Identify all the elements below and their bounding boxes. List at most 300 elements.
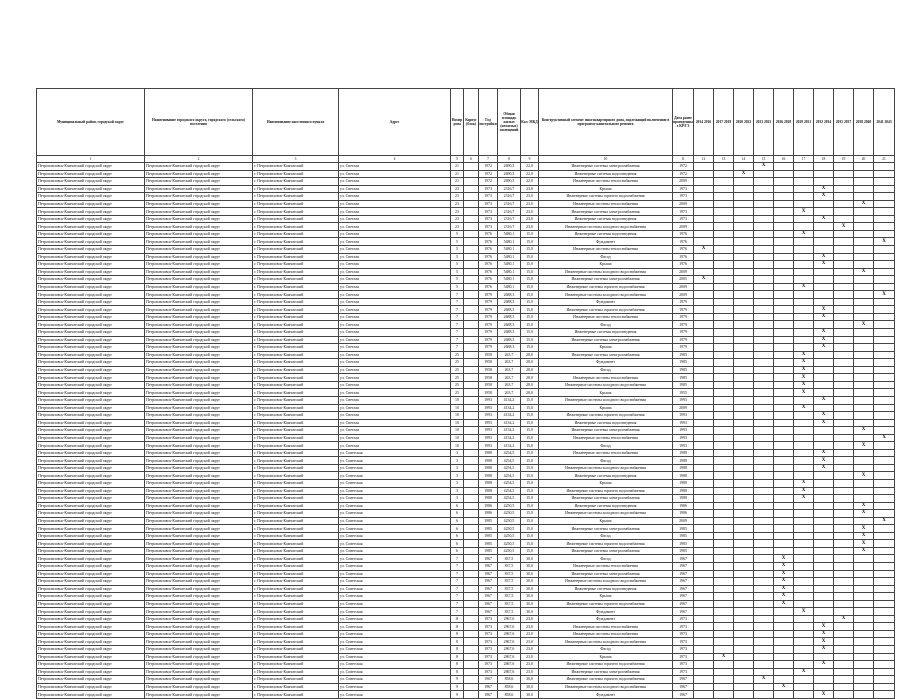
settlement-cell: Петропавловск-Камчатский городской округ — [145, 457, 253, 465]
period-cell — [734, 479, 754, 487]
period-cell — [794, 238, 814, 246]
repair-program-table — [36, 88, 895, 699]
period-mark: X — [794, 495, 814, 503]
period-cell — [834, 238, 854, 246]
area-cell: 2316,7 — [498, 215, 521, 223]
house-cell: 5 — [451, 261, 464, 269]
locality-cell: г. Петропавловск-Камчатский — [253, 253, 339, 261]
element-cell: Инженерные системы горячего водоснабжения — [539, 540, 673, 548]
table-row — [37, 200, 895, 208]
table-row — [37, 487, 895, 495]
locality-cell: г. Петропавловск-Камчатский — [253, 442, 339, 450]
year-cell: 1973 — [479, 200, 498, 208]
period-cell — [874, 283, 895, 291]
period-cell — [874, 366, 895, 374]
prior-repair-cell: 1967 — [673, 600, 694, 608]
street-cell: ул. Светлая — [339, 434, 451, 442]
period-cell — [874, 585, 895, 593]
element-cell: Инженерные системы водоотведения — [539, 329, 673, 337]
period-cell — [814, 238, 834, 246]
period-cell — [714, 487, 734, 495]
house-cell: 25 — [451, 389, 464, 397]
period-cell — [734, 291, 754, 299]
table-row — [37, 396, 895, 404]
year-cell: 1973 — [479, 630, 498, 638]
street-cell: ул. Светлая — [339, 185, 451, 193]
element-cell: Фасад — [539, 457, 673, 465]
period-cell — [734, 246, 754, 254]
period-cell — [754, 434, 774, 442]
period-cell — [834, 261, 854, 269]
settlement-cell: Петропавловск-Камчатский городской округ — [145, 683, 253, 691]
period-cell — [774, 381, 794, 389]
street-cell: ул. Советская — [339, 479, 451, 487]
period-cell — [694, 547, 714, 555]
year-cell: 1973 — [479, 646, 498, 654]
street-cell: ул. Светлая — [339, 344, 451, 352]
street-cell: ул. Советская — [339, 578, 451, 586]
column-header: Адрес — [339, 89, 451, 156]
period-cell — [834, 200, 854, 208]
house-cell: 7 — [451, 298, 464, 306]
district-cell: Петропавловск-Камчатский городской округ — [37, 178, 145, 186]
locality-cell: г. Петропавловск-Камчатский — [253, 313, 339, 321]
prior-repair-cell: 2009 — [673, 268, 694, 276]
street-cell: ул. Светлая — [339, 215, 451, 223]
prior-repair-cell: 1973 — [673, 615, 694, 623]
period-cell — [854, 238, 874, 246]
column-number: 2 — [145, 156, 253, 163]
district-cell: Петропавловск-Камчатский городской округ — [37, 495, 145, 503]
table-row — [37, 170, 895, 178]
element-cell: Фундамент — [539, 615, 673, 623]
column-header: 2020 2022 — [734, 89, 754, 156]
period-cell — [854, 464, 874, 472]
period-cell — [794, 578, 814, 586]
period-cell — [734, 615, 754, 623]
period-cell — [834, 253, 854, 261]
block-cell — [464, 608, 479, 616]
year-cell: 1967 — [479, 593, 498, 601]
street-cell: ул. Советская — [339, 585, 451, 593]
table-row — [37, 313, 895, 321]
period-cell — [834, 434, 854, 442]
period-cell — [694, 381, 714, 389]
period-cell — [754, 495, 774, 503]
table-row — [37, 427, 895, 435]
element-cell: Инженерные системы теплоснабжения — [539, 623, 673, 631]
prior-repair-cell: 1972 — [673, 170, 694, 178]
year-cell: 1976 — [479, 276, 498, 284]
period-cell — [794, 427, 814, 435]
period-cell — [814, 562, 834, 570]
year-cell: 1976 — [479, 283, 498, 291]
period-cell — [714, 449, 734, 457]
prior-repair-cell: 1988 — [673, 495, 694, 503]
period-cell — [734, 510, 754, 518]
period-cell — [774, 502, 794, 510]
house-cell: 6 — [451, 510, 464, 518]
element-cell: Фундамент — [539, 359, 673, 367]
street-cell: ул. Советская — [339, 525, 451, 533]
block-cell — [464, 472, 479, 480]
period-mark: X — [774, 555, 794, 563]
period-cell — [694, 661, 714, 669]
prior-repair-cell: 1985 — [673, 351, 694, 359]
period-cell — [714, 570, 734, 578]
street-cell: ул. Советская — [339, 464, 451, 472]
count-cell: 15,0 — [521, 298, 539, 306]
period-mark: X — [794, 374, 814, 382]
count-cell: 15,0 — [521, 525, 539, 533]
period-cell — [694, 495, 714, 503]
period-mark: X — [814, 253, 834, 261]
period-cell — [874, 532, 895, 540]
period-cell — [714, 638, 734, 646]
period-cell — [734, 555, 754, 563]
table-row — [37, 366, 895, 374]
period-cell — [794, 653, 814, 661]
period-mark: X — [854, 427, 874, 435]
count-cell: 23,0 — [521, 185, 539, 193]
column-number: 7 — [479, 156, 498, 163]
prior-repair-cell: 1976 — [673, 253, 694, 261]
year-cell: 1967 — [479, 683, 498, 691]
prior-repair-cell: 1988 — [673, 472, 694, 480]
period-cell — [794, 163, 814, 171]
block-cell — [464, 630, 479, 638]
count-cell: 15,0 — [521, 487, 539, 495]
period-cell — [754, 585, 774, 593]
period-cell — [874, 495, 895, 503]
settlement-cell: Петропавловск-Камчатский городской округ — [145, 351, 253, 359]
table-row — [37, 570, 895, 578]
count-cell: 15,0 — [521, 306, 539, 314]
street-cell: ул. Советская — [339, 630, 451, 638]
house-cell: 6 — [451, 540, 464, 548]
locality-cell: г. Петропавловск-Камчатский — [253, 412, 339, 420]
settlement-cell: Петропавловск-Камчатский городской округ — [145, 600, 253, 608]
prior-repair-cell: 1993 — [673, 419, 694, 427]
period-cell — [694, 396, 714, 404]
count-cell: 15,0 — [521, 313, 539, 321]
district-cell: Петропавловск-Камчатский городской округ — [37, 623, 145, 631]
settlement-cell: Петропавловск-Камчатский городской округ — [145, 442, 253, 450]
period-cell — [794, 170, 814, 178]
year-cell: 1985 — [479, 517, 498, 525]
period-cell — [854, 683, 874, 691]
locality-cell: г. Петропавловск-Камчатский — [253, 472, 339, 480]
period-mark: X — [794, 230, 814, 238]
period-mark: X — [814, 691, 834, 699]
period-cell — [774, 283, 794, 291]
prior-repair-cell: 1973 — [673, 208, 694, 216]
year-cell: 1979 — [479, 336, 498, 344]
element-cell: Инженерные системы водоотведения — [539, 585, 673, 593]
table-row — [37, 230, 895, 238]
count-cell: 15,0 — [521, 344, 539, 352]
element-cell: Крыша — [539, 261, 673, 269]
period-cell — [874, 359, 895, 367]
district-cell: Петропавловск-Камчатский городской округ — [37, 238, 145, 246]
period-cell — [774, 291, 794, 299]
area-cell: 2316,7 — [498, 208, 521, 216]
table-row — [37, 510, 895, 518]
column-number: 21 — [874, 156, 895, 163]
district-cell: Петропавловск-Камчатский городской округ — [37, 223, 145, 231]
settlement-cell: Петропавловск-Камчатский городской округ — [145, 532, 253, 540]
settlement-cell: Петропавловск-Камчатский городской округ — [145, 336, 253, 344]
year-cell: 1993 — [479, 427, 498, 435]
period-cell — [754, 389, 774, 397]
period-cell — [754, 653, 774, 661]
period-cell — [794, 276, 814, 284]
period-cell — [694, 502, 714, 510]
house-cell: 23 — [451, 193, 464, 201]
period-cell — [774, 404, 794, 412]
period-cell — [874, 668, 895, 676]
prior-repair-cell: 1979 — [673, 298, 694, 306]
period-cell — [714, 668, 734, 676]
element-cell: Инженерные системы холодного водоснабжения — [539, 381, 673, 389]
period-cell — [774, 193, 794, 201]
period-cell — [714, 623, 734, 631]
period-cell — [754, 291, 774, 299]
element-cell: Инженерные системы электроснабжения — [539, 570, 673, 578]
period-mark: X — [854, 472, 874, 480]
period-mark: X — [814, 396, 834, 404]
house-cell: 8 — [451, 653, 464, 661]
period-cell — [694, 653, 714, 661]
period-cell — [814, 374, 834, 382]
district-cell: Петропавловск-Камчатский городской округ — [37, 374, 145, 382]
period-cell — [854, 291, 874, 299]
period-cell — [774, 646, 794, 654]
period-cell — [854, 344, 874, 352]
period-cell — [694, 351, 714, 359]
element-cell: Инженерные системы теплоснабжения — [539, 200, 673, 208]
period-cell — [714, 434, 734, 442]
period-cell — [814, 298, 834, 306]
element-cell: Инженерные системы электроснабжения — [539, 525, 673, 533]
settlement-cell: Петропавловск-Камчатский городской округ — [145, 585, 253, 593]
period-cell — [754, 457, 774, 465]
street-cell: ул. Светлая — [339, 276, 451, 284]
period-cell — [714, 215, 734, 223]
period-cell — [874, 268, 895, 276]
period-cell — [834, 336, 854, 344]
period-cell — [774, 359, 794, 367]
column-header: Наименование городского округа, городского (сельского) поселения — [145, 89, 253, 156]
column-header: Номер дома — [451, 89, 464, 156]
period-cell — [874, 170, 895, 178]
period-cell — [694, 291, 714, 299]
year-cell: 1967 — [479, 585, 498, 593]
period-cell — [774, 223, 794, 231]
house-cell: 7 — [451, 608, 464, 616]
count-cell: 15,0 — [521, 396, 539, 404]
period-cell — [814, 585, 834, 593]
period-cell — [814, 283, 834, 291]
area-cell: 4254,5 — [498, 479, 521, 487]
column-header: 2029 2031 — [794, 89, 814, 156]
period-cell — [834, 676, 854, 684]
period-cell — [854, 336, 874, 344]
period-cell — [694, 419, 714, 427]
district-cell: Петропавловск-Камчатский городской округ — [37, 555, 145, 563]
area-cell: 4250,5 — [498, 525, 521, 533]
area-cell: 4134,2 — [498, 412, 521, 420]
period-cell — [734, 185, 754, 193]
block-cell — [464, 661, 479, 669]
house-cell: 10 — [451, 396, 464, 404]
area-cell: 5480,1 — [498, 268, 521, 276]
period-cell — [834, 404, 854, 412]
prior-repair-cell: 1985 — [673, 540, 694, 548]
period-cell — [754, 510, 774, 518]
table-row — [37, 630, 895, 638]
street-cell: ул. Светлая — [339, 200, 451, 208]
period-cell — [774, 653, 794, 661]
period-cell — [874, 306, 895, 314]
period-mark: X — [794, 487, 814, 495]
period-cell — [794, 600, 814, 608]
period-cell — [874, 253, 895, 261]
count-cell: 15,0 — [521, 479, 539, 487]
street-cell: ул. Светлая — [339, 396, 451, 404]
table-row — [37, 683, 895, 691]
period-mark: X — [694, 246, 714, 254]
block-cell — [464, 238, 479, 246]
period-mark: X — [854, 532, 874, 540]
period-cell — [734, 238, 754, 246]
period-mark: X — [814, 193, 834, 201]
period-cell — [694, 600, 714, 608]
district-cell: Петропавловск-Камчатский городской округ — [37, 253, 145, 261]
element-cell: Инженерные системы холодного водоснабжения — [539, 578, 673, 586]
period-cell — [794, 464, 814, 472]
period-cell — [834, 427, 854, 435]
settlement-cell: Петропавловск-Камчатский городской округ — [145, 344, 253, 352]
table-row — [37, 193, 895, 201]
element-cell: Инженерные системы теплоснабжения — [539, 562, 673, 570]
settlement-cell: Петропавловск-Камчатский городской округ — [145, 163, 253, 171]
period-cell — [794, 593, 814, 601]
district-cell: Петропавловск-Камчатский городской округ — [37, 487, 145, 495]
period-cell — [734, 487, 754, 495]
period-cell — [714, 336, 734, 344]
period-cell — [754, 668, 774, 676]
block-cell — [464, 479, 479, 487]
period-cell — [814, 479, 834, 487]
period-cell — [714, 170, 734, 178]
area-cell: 2688,3 — [498, 298, 521, 306]
period-cell — [874, 321, 895, 329]
year-cell: 1973 — [479, 215, 498, 223]
period-cell — [834, 540, 854, 548]
area-cell: 858,6 — [498, 683, 521, 691]
district-cell: Петропавловск-Камчатский городской округ — [37, 540, 145, 548]
prior-repair-cell: 1993 — [673, 412, 694, 420]
count-cell: 15,0 — [521, 464, 539, 472]
period-cell — [694, 321, 714, 329]
period-cell — [694, 691, 714, 699]
period-mark: X — [814, 630, 834, 638]
area-cell: 2867,6 — [498, 630, 521, 638]
block-cell — [464, 691, 479, 699]
prior-repair-cell: 1967 — [673, 555, 694, 563]
element-cell: Фундамент — [539, 298, 673, 306]
period-mark: X — [854, 321, 874, 329]
street-cell: ул. Советская — [339, 638, 451, 646]
period-cell — [714, 412, 734, 420]
period-cell — [774, 336, 794, 344]
year-cell: 1958 — [479, 359, 498, 367]
street-cell: ул. Советская — [339, 653, 451, 661]
period-cell — [834, 178, 854, 186]
period-cell — [774, 208, 794, 216]
period-cell — [714, 283, 734, 291]
period-cell — [774, 510, 794, 518]
period-cell — [694, 170, 714, 178]
period-cell — [854, 170, 874, 178]
table-row — [37, 661, 895, 669]
period-cell — [754, 261, 774, 269]
period-cell — [794, 630, 814, 638]
settlement-cell: Петропавловск-Камчатский городской округ — [145, 321, 253, 329]
column-number: 20 — [854, 156, 874, 163]
period-cell — [754, 472, 774, 480]
period-cell — [774, 268, 794, 276]
district-cell: Петропавловск-Камчатский городской округ — [37, 276, 145, 284]
period-cell — [814, 381, 834, 389]
period-cell — [874, 661, 895, 669]
period-cell — [834, 668, 854, 676]
period-cell — [874, 404, 895, 412]
settlement-cell: Петропавловск-Камчатский городской округ — [145, 608, 253, 616]
period-cell — [734, 298, 754, 306]
period-cell — [774, 449, 794, 457]
street-cell: ул. Светлая — [339, 321, 451, 329]
period-cell — [694, 261, 714, 269]
count-cell: 30,0 — [521, 600, 539, 608]
period-cell — [814, 593, 834, 601]
period-cell — [714, 200, 734, 208]
locality-cell: г. Петропавловск-Камчатский — [253, 479, 339, 487]
table-row — [37, 615, 895, 623]
element-cell: Инженерные системы холодного водоснабжения — [539, 223, 673, 231]
period-cell — [734, 525, 754, 533]
period-cell — [794, 661, 814, 669]
period-cell — [874, 329, 895, 337]
element-cell: Крыша — [539, 344, 673, 352]
column-header: Кол. МКД — [521, 89, 539, 156]
street-cell: ул. Советская — [339, 495, 451, 503]
period-mark: X — [794, 389, 814, 397]
period-cell — [734, 691, 754, 699]
block-cell — [464, 396, 479, 404]
district-cell: Петропавловск-Камчатский городской округ — [37, 200, 145, 208]
area-cell: 2867,6 — [498, 653, 521, 661]
locality-cell: г. Петропавловск-Камчатский — [253, 306, 339, 314]
district-cell: Петропавловск-Камчатский городской округ — [37, 479, 145, 487]
period-cell — [714, 329, 734, 337]
house-cell: 5 — [451, 238, 464, 246]
period-cell — [874, 215, 895, 223]
period-cell — [854, 389, 874, 397]
period-cell — [854, 562, 874, 570]
street-cell: ул. Светлая — [339, 329, 451, 337]
